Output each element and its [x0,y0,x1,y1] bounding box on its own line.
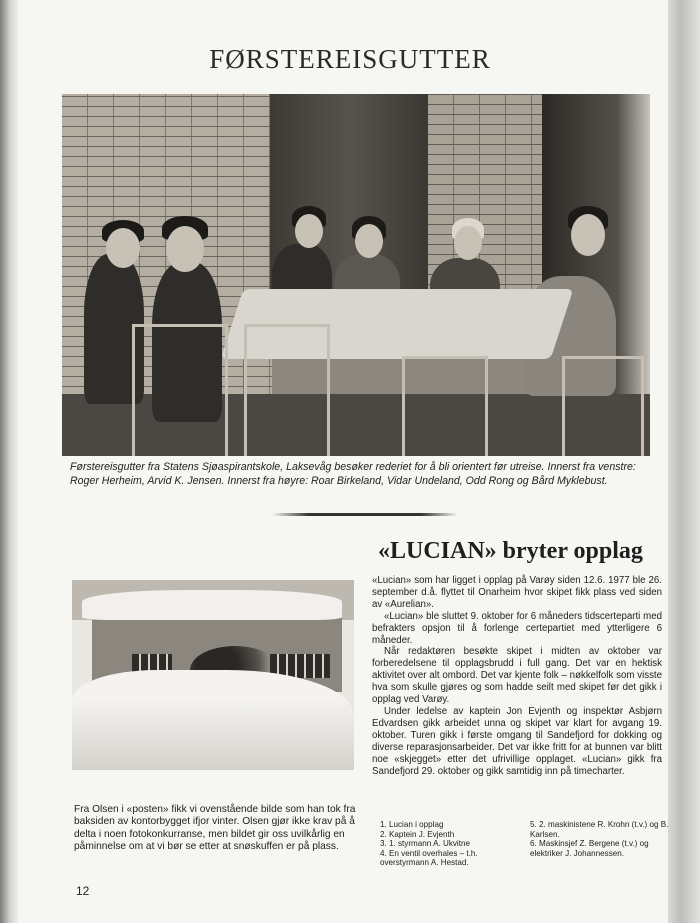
photo-legend-left [380,820,520,868]
page-title: FØRSTEREISGUTTER [209,44,491,74]
article-paragraph: Under ledelse av kaptein Jon Evjenth og inspektør Asbjørn Edvardsen gikk arbeidet unna og skipet var klart for avgang 19. oktober. Turen gikk i første omgang til Sandefjord for dokking og diverse reparasjonsarbeider. Det var ikke fritt for at bunnen var blitt noe «skjegget» etter det ufrivillige opplaget. «Lucian» gikk fra Sandefjord 29. oktober og gikk samtidig inn på timecharter. [372,705,662,777]
chair-3 [402,356,488,456]
article-headline: «LUCIAN» bryter opplag [378,538,643,564]
legend-item: 3. 1. styrmann A. Ukvitne [380,839,470,849]
legend-item: 6. Maskinsjef Z. Bergene (t.v.) og elektriker J. Johannessen. [530,839,649,858]
photo-legend-right [530,820,670,858]
chair-1 [132,324,228,456]
person-1-head [106,228,140,268]
section-divider [272,513,458,516]
snow-photo-caption: Fra Olsen i «posten» fikk vi ovenstående bilde som han tok fra baksiden av kontorbygget ifjor vinter. Olsen gjør ikke krav på å delta i noen fotokonkurranse, men bildet gir oss uvilkårlig en påminnelse om at vi bør se etter at snøskuffen er på plass. [74,804,356,852]
snow-shadow [72,698,354,770]
roof-snow [82,590,342,620]
book-binding-shadow [0,0,16,923]
person-3-head [295,214,323,248]
legend-item: 1. Lucian i opplag [380,820,444,829]
person-5-head [454,226,482,260]
article-paragraph: «Lucian» ble sluttet 9. oktober for 6 måneders tidscerteparti med befrakters opsjon til å forlenge certepartiet med ytterligere 6 måneder. [372,610,662,646]
chair-4 [562,356,644,456]
snow-photo [72,580,354,770]
group-photo [62,94,650,456]
page-edge [668,0,700,923]
person-6-head [571,214,605,256]
legend-item: 5. 2. maskinistene R. Krohn (t.v.) og B. Karlsen. [530,820,669,839]
article-paragraph: «Lucian» som har ligget i opplag på Varøy siden 12.6. 1977 ble 26. september d.å. flyttet til Onarheim hvor skipet fikk plass ved siden av «Aurelian». [372,575,662,610]
person-2-head [166,226,204,272]
person-4-head [355,224,383,258]
legend-item: 4. En ventil overhales – t.h. overstyrmann A. Hestad. [380,848,478,868]
article-body [372,575,662,777]
chair-2 [244,324,330,456]
page-number: 12 [76,884,90,898]
legend-item: 2. Kaptein J. Evjenth [380,829,455,839]
article-paragraph: Når redaktøren besøkte skipet i midten av oktober var forberedelsene til opplagsbrudd i full gang. Det var en hektisk aktivitet over alt ombord. Det var kjente folk – nøkkelfolk som visste hva som skulle gjøres og som hadde seilt med skipet før det gikk i opplag ved Varøy. [372,646,662,706]
photo-caption: Førstereisgutter fra Statens Sjøaspirantskole, Laksevåg besøker rederiet for å bli orientert før utreise. Innerst fra venstre: Roger Herheim, Arvid K. Jensen. Innerst fra høyre: Roar Birkeland, Vidar Undeland, Odd Rong og Bård Myklebust. [70,461,636,487]
